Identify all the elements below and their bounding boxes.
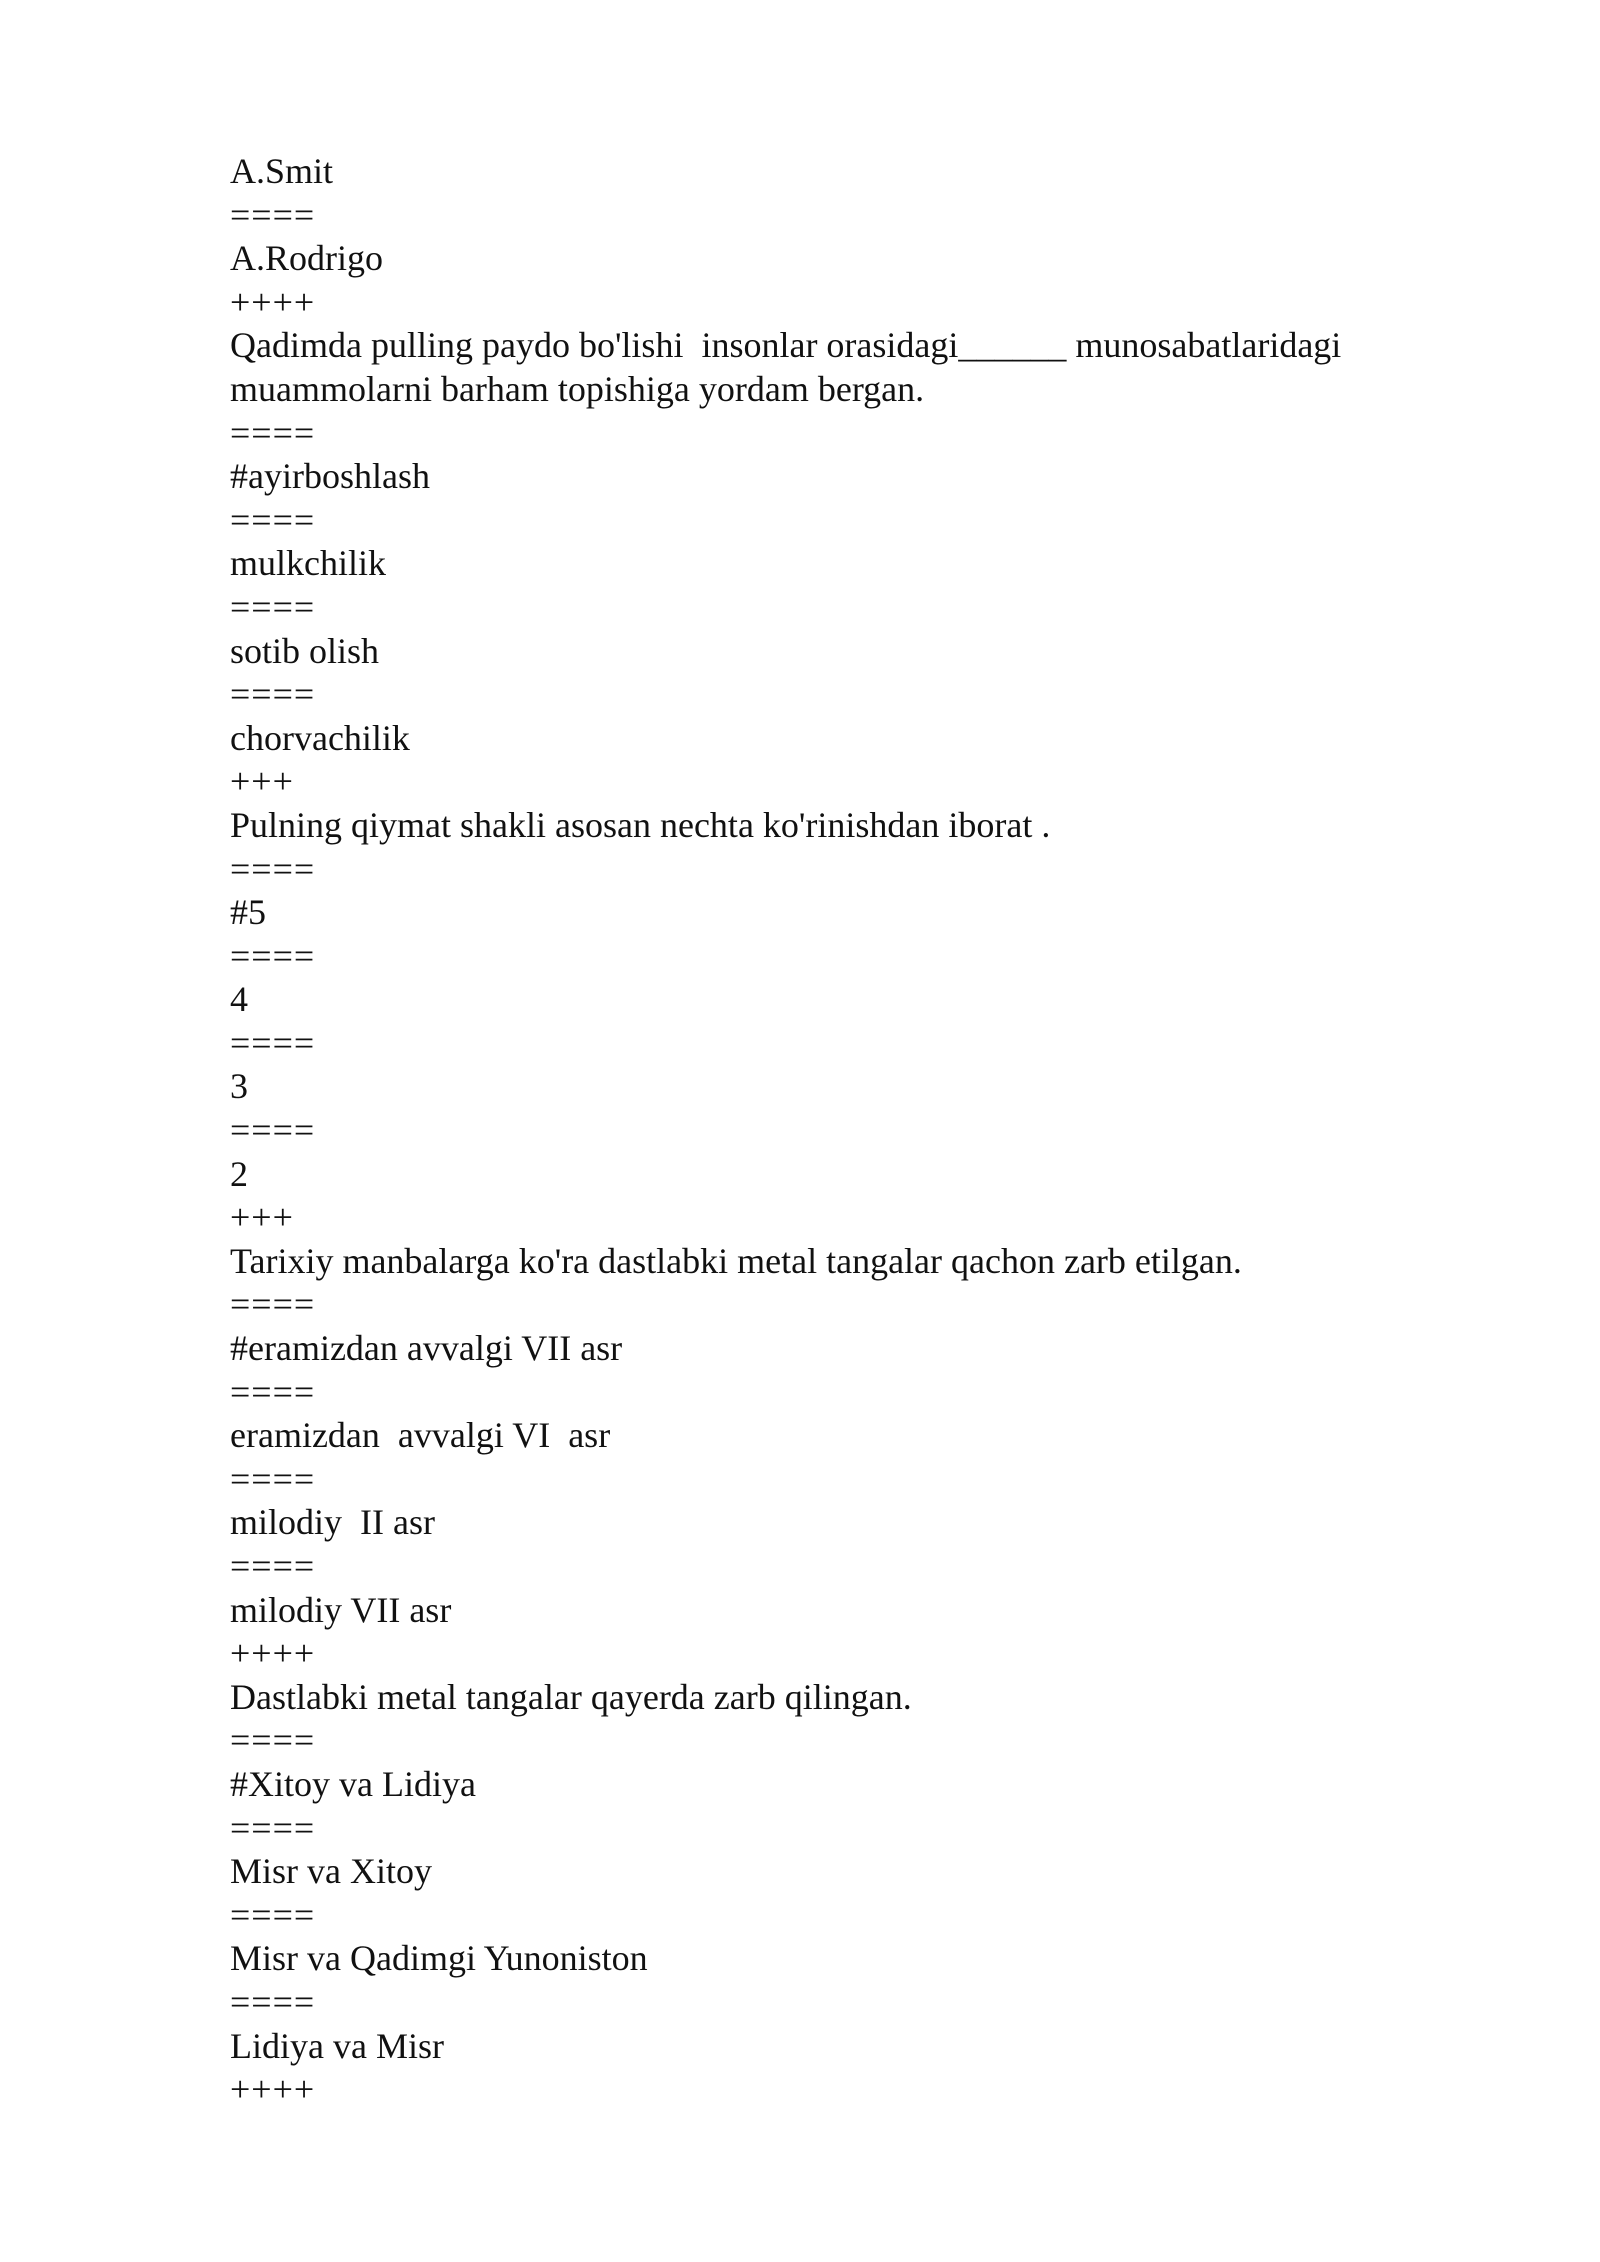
separator-line: ==== [230, 1981, 316, 2022]
separator-line: ==== [230, 194, 316, 235]
separator-line: ==== [230, 1284, 316, 1325]
separator-line: ==== [230, 674, 316, 715]
answer-option: sotib olish [230, 630, 380, 671]
separator-line: ==== [230, 935, 316, 976]
answer-option: eramizdan avvalgi VI asr [230, 1415, 611, 1456]
answer-option: A.Rodrigo [230, 238, 383, 279]
correct-answer-option: #5 [230, 892, 266, 933]
answer-option: Misr va Qadimgi Yunoniston [230, 1938, 648, 1979]
answer-option: A.Smit [230, 151, 334, 191]
answer-option: Lidiya va Misr [230, 2025, 444, 2066]
correct-answer-option: #eramizdan avvalgi VII asr [230, 1328, 623, 1369]
answer-option: chorvachilik [230, 717, 410, 758]
question-text: Tarixiy manbalarga ko'ra dastlabki metal tangalar qachon zarb etilgan. [230, 1240, 1242, 1281]
answer-option: mulkchilik [230, 543, 386, 584]
separator-line: +++ [230, 761, 294, 802]
separator-line: ==== [230, 499, 316, 540]
answer-option: 2 [230, 1153, 248, 1194]
separator-line: ==== [230, 1458, 316, 1499]
separator-line: ==== [230, 1371, 316, 1412]
separator-line: ++++ [230, 2069, 316, 2110]
separator-line: ==== [230, 1546, 316, 1586]
separator-line: +++ [230, 1197, 294, 1238]
correct-answer-option: #Xitoy va Lidiya [230, 1763, 476, 1804]
separator-line: ==== [230, 1022, 316, 1063]
document-page [230, 150, 1410, 2112]
separator-line: ==== [230, 1720, 316, 1761]
question-text: Qadimda pulling paydo bo'lishi insonlar orasidagi______ munosabatlaridagi muammolarni barham topishiga yordam bergan. [230, 325, 1351, 409]
separator-line: ==== [230, 1110, 316, 1151]
correct-answer-option: #ayirboshlash [230, 456, 430, 497]
separator-line: ==== [230, 412, 316, 453]
separator-line: ==== [230, 586, 316, 627]
separator-line: ==== [230, 1807, 316, 1848]
answer-option: Misr va Xitoy [230, 1851, 432, 1892]
answer-option: milodiy II asr [230, 1502, 435, 1543]
separator-line: ==== [230, 848, 316, 889]
separator-line: ++++ [230, 1633, 316, 1674]
answer-option: milodiy VII asr [230, 1589, 452, 1630]
answer-option: 3 [230, 1066, 248, 1107]
answer-option: 4 [230, 979, 248, 1020]
separator-line: ++++ [230, 281, 316, 322]
separator-line: ==== [230, 1894, 316, 1935]
question-text: Dastlabki metal tangalar qayerda zarb qilingan. [230, 1676, 912, 1717]
question-text: Pulning qiymat shakli asosan nechta ko'rinishdan iborat . [230, 804, 1051, 845]
